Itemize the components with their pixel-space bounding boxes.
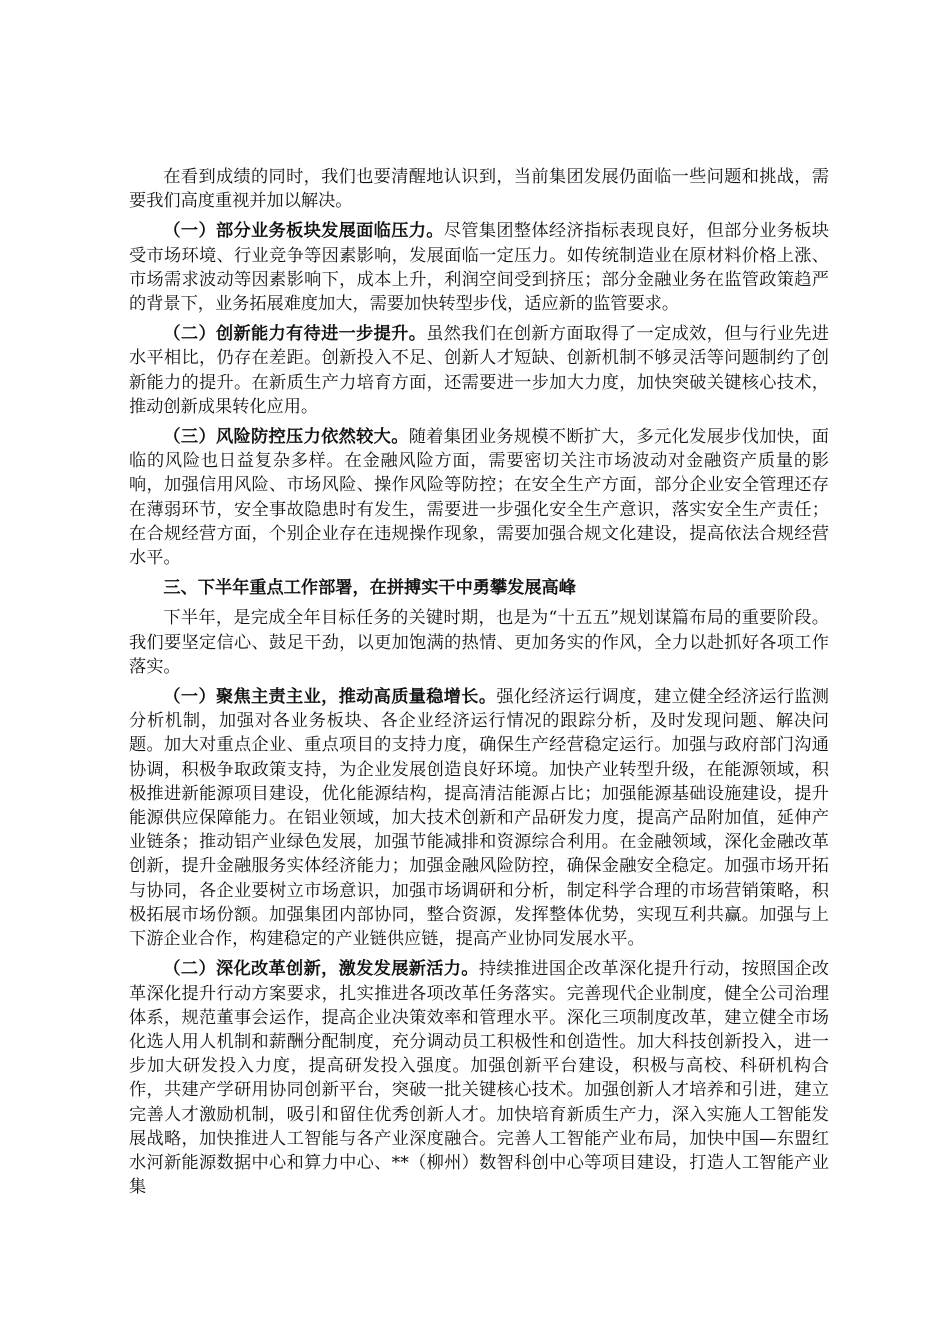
paragraph-intro: 在看到成绩的同时，我们也要清醒地认识到，当前集团发展仍面临一些问题和挑战，需要我们高度重视并加以解决。 — [129, 167, 829, 212]
paragraph-lead: （三）风险防控压力依然较大。 — [163, 427, 409, 448]
paragraph-task-1: （一）聚焦主责主业，推动高质量稳增长。强化经济运行调度，建立健全经济运行监测分析机制，加强对各业务板块、各企业经济运行情况的跟踪分析，及时发现问题、解决问题。加大对重点企业、重点项目的支持力度，确保生产经营稳定运行。加强与政府部门沟通协调，积极争取政策支持，为企业发展创造良好环境。加快产业转型升级，在能源领域，积极推进新能源项目建设，优化能源结构，提高清洁能源占比；加强能源基础设施建设，提升能源供应保障能力。在铝业领域，加大技术创新和产品研发力度，提高产品附加值，延伸产业链条；推动铝产业绿色发展，加强节能减排和资源综合利用。在金融领域，深化金融改革创新，提升金融服务实体经济能力；加强金融风险防控，确保金融安全稳定。加强市场开拓与协同，各企业要树立市场意识，加强市场调研和分析，制定科学合理的市场营销策略，积极拓展市场份额。加强集团内部协同，整合资源，发挥整体优势，实现互利共赢。加强与上下游企业合作，构建稳定的产业链供应链，提高产业协同发展水平。 — [129, 687, 829, 950]
paragraph-lead: （二）深化改革创新，激发发展新活力。 — [163, 959, 479, 980]
paragraph-problem-2: （二）创新能力有待进一步提升。虽然我们在创新方面取得了一定成效，但与行业先进水平相比，仍存在差距。创新投入不足、创新人才短缺、创新机制不够灵活等问题制约了创新能力的提升。在新质生产力培育方面，还需要进一步加大力度，加快突破关键核心技术，推动创新成果转化应用。 — [129, 324, 829, 417]
paragraph-lead: （一）聚焦主责主业，推动高质量稳增长。 — [163, 687, 497, 708]
document-page — [129, 165, 829, 1205]
paragraph-lead: （二）创新能力有待进一步提升。 — [163, 324, 427, 345]
section-heading: 三、下半年重点工作部署，在拼搏实干中勇攀发展高峰 — [163, 578, 576, 599]
paragraph-section-intro: 下半年，是完成全年目标任务的关键时期，也是为“十五五”规划谋篇布局的重要阶段。我们要坚定信心、鼓足干劲，以更加饱满的热情、更加务实的作风，全力以赴抓好各项工作落实。 — [129, 608, 829, 677]
paragraph-lead: （一）部分业务板块发展面临压力。 — [163, 221, 444, 242]
paragraph-task-2: （二）深化改革创新，激发发展新活力。持续推进国企改革深化提升行动，按照国企改革深化提升行动方案要求，扎实推进各项改革任务落实。完善现代企业制度，健全公司治理体系，规范董事会运作，提高企业决策效率和管理水平。深化三项制度改革，建立健全市场化选人用人机制和薪酬分配制度，充分调动员工积极性和创造性。加大科技创新投入，进一步加大研发投入力度，提高研发投入强度。加强创新平台建设，积极与高校、科研机构合作，共建产学研用协同创新平台，突破一批关键核心技术。加强创新人才培养和引进，建立完善人才激励机制，吸引和留住优秀创新人才。加快培育新质生产力，深入实施人工智能发展战略，加快推进人工智能与各产业深度融合。完善人工智能产业布局，加快中国—东盟红水河新能源数据中心和算力中心、**（柳州）数智科创中心等项目建设，打造人工智能产业集 — [129, 959, 829, 1198]
paragraph-problem-3: （三）风险防控压力依然较大。随着集团业务规模不断扩大，多元化发展步伐加快，面临的风险也日益复杂多样。在金融风险方面，需要密切关注市场波动对金融资产质量的影响，加强信用风险、市场风险、操作风险等防控；在安全生产方面，部分企业安全管理还存在薄弱环节，安全事故隐患时有发生，需要进一步强化安全生产意识，落实安全生产责任；在合规经营方面，个别企业存在违规操作现象，需要加强合规文化建设，提高依法合规经营水平。 — [129, 427, 829, 569]
paragraph-problem-1: （一）部分业务板块发展面临压力。尽管集团整体经济指标表现良好，但部分业务板块受市场环境、行业竞争等因素影响，发展面临一定压力。如传统制造业在原材料价格上涨、市场需求波动等因素影响下，成本上升，利润空间受到挤压；部分金融业务在监管政策趋严的背景下，业务拓展难度加大，需要加快转型步伐，适应新的监管要求。 — [129, 221, 829, 315]
